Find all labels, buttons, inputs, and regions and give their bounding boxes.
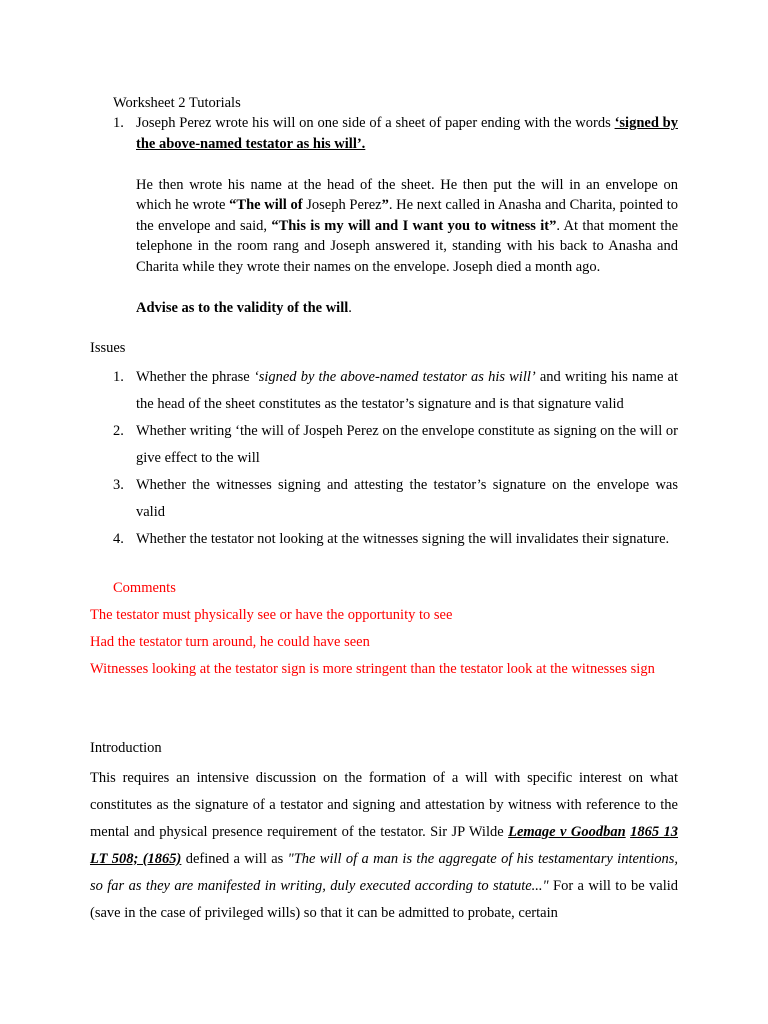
issue-item: [113, 472, 678, 526]
introduction-paragraph: [90, 765, 678, 927]
case-citation: 1865 13 LT 508; (1865): [90, 824, 679, 867]
punctuation: .: [348, 299, 352, 316]
emphasis-text: ”: [381, 197, 389, 213]
comments-heading: Comments: [113, 580, 176, 596]
intro-text: For a will to be valid (save in the case of privileged wills) so that it can be admitted to probate, certain: [90, 878, 678, 921]
question-body: [136, 113, 678, 318]
issues-list: [113, 364, 678, 553]
intro-text: This requires an intensive discussion on the formation of a will with specific interest on what constitutes as the signature of a testator and signing and attestation by witness with reference to the mental and physical presence requirement of the testator. Sir JP Wilde: [90, 770, 678, 840]
issues-heading: Issues: [90, 340, 126, 356]
issue-item: [113, 418, 678, 472]
issue-number: 4.: [113, 531, 124, 547]
question-text: . He next called in Anasha and Charita, pointed to the envelope and said,: [136, 197, 679, 234]
issue-number: 1.: [113, 369, 124, 385]
introduction-heading: Introduction: [90, 740, 162, 756]
question-text: . At that moment the telephone in the room rang and Joseph answered it, standing with his back to Anasha and Charita while they wrote their names on the envelope. Joseph died a month ago.: [136, 217, 679, 275]
intro-text: defined a will as: [181, 851, 288, 867]
will-definition-quote: "The will of a man is the aggregate of his testamentary intentions, so far as they are manifested in writing, duly executed according to statute...": [90, 851, 678, 894]
question-instruction: [136, 298, 678, 319]
advise-text: Advise as to the validity of the will: [136, 299, 349, 316]
question-paragraph-1: [136, 113, 678, 154]
issue-italic-phrase: ‘signed by the above-named testator as his will’: [253, 369, 536, 385]
question-item: [113, 113, 678, 318]
comment-line: Witnesses looking at the testator sign is more stringent than the testator look at the witnesses sign: [90, 661, 655, 677]
question-number: 1.: [113, 115, 124, 131]
case-name: Lemage v Goodban: [508, 824, 626, 840]
question-text: Joseph Perez: [302, 197, 382, 213]
comment-line: The testator must physically see or have the opportunity to see: [90, 607, 453, 623]
emphasis-text: “The will of: [229, 197, 303, 213]
spoken-quote: “This is my will and I want you to witness it”: [271, 217, 557, 234]
question-paragraph-2: [136, 175, 678, 278]
question-text: He then wrote his name at the head of the sheet. He then put the will in an envelope on which he wrote: [136, 176, 678, 213]
issue-text: Whether writing ‘the will of Jospeh Perez on the envelope constitute as signing on the will or give effect to the will: [136, 423, 678, 466]
issue-text: Whether the witnesses signing and attesting the testator’s signature on the envelope was valid: [136, 477, 678, 520]
comment-line: Had the testator turn around, he could have seen: [90, 634, 370, 650]
issue-text: and writing his name at the head of the sheet constitutes as the testator’s signature and is that signature valid: [136, 369, 678, 412]
issue-text: Whether the phrase: [136, 369, 254, 385]
worksheet-title: Worksheet 2 Tutorials: [113, 95, 241, 111]
issue-item: [113, 526, 678, 553]
issue-number: 3.: [113, 477, 124, 493]
issue-text: Whether the testator not looking at the witnesses signing the will invalidates their signature.: [136, 531, 670, 547]
question-text: Joseph Perez wrote his will on one side of a sheet of paper ending with the words: [136, 115, 615, 131]
signed-phrase: ‘signed by the above-named testator as his will’.: [136, 115, 678, 152]
issue-item: [113, 364, 678, 418]
issue-number: 2.: [113, 423, 124, 439]
